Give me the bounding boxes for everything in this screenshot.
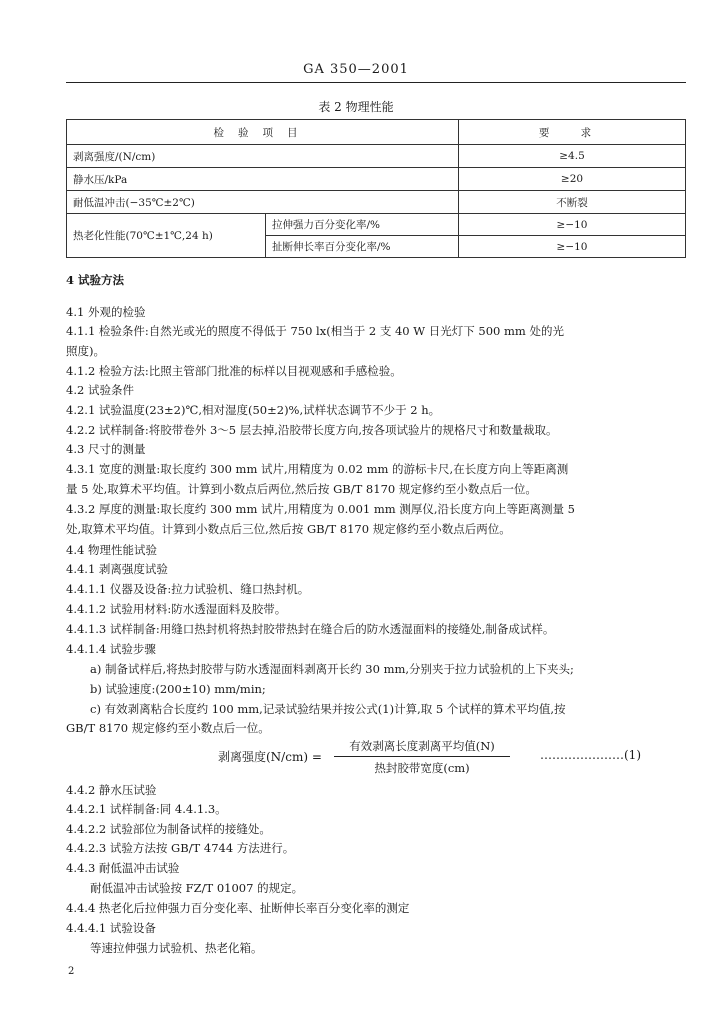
body-line: 等速拉伸强力试验机、热老化箱。 (90, 941, 263, 955)
body-line: 4.2.1 试验温度(23±2)℃,相对湿度(50±2)%,试样状态调节不少于 2 h。 (66, 403, 441, 417)
subsection-heading: 4.4.1.4 试验步骤 (66, 642, 156, 656)
table-row (67, 168, 686, 191)
body-line: GB/T 8170 规定修约至小数点后一位。 (66, 721, 270, 735)
row-requirement: 不断裂 (459, 191, 686, 214)
formula-number: …………………(1) (540, 748, 641, 762)
body-line: 4.1.2 检验方法:比照主管部门批准的标样以目视观感和手感检验。 (66, 364, 402, 378)
body-line: 耐低温冲击试验按 FZ/T 01007 的规定。 (90, 881, 304, 895)
list-item: b) 试验速度:(200±10) mm/min; (90, 682, 266, 696)
subsection-heading: 4.4.4.1 试验设备 (66, 921, 156, 935)
body-line: 4.1.1 检验条件:自然光或光的照度不得低于 750 lx(相当于 2 支 40 W 日光灯下 500 mm 处的光 (66, 324, 564, 338)
subsection-heading: 4.3 尺寸的测量 (66, 442, 146, 456)
row-requirement: ≥4.5 (459, 145, 686, 168)
body-line: 4.4.1.1 仪器及设备:拉力试验机、缝口热封机。 (66, 582, 310, 596)
body-line: 4.4.2.2 试验部位为制备试样的接缝处。 (66, 822, 271, 836)
row-item: 热老化性能(70℃±1℃,24 h) (67, 214, 266, 258)
row-subitem: 扯断伸长率百分变化率/% (266, 236, 459, 258)
table-row (67, 191, 686, 214)
subsection-heading: 4.2 试验条件 (66, 383, 134, 397)
body-line: 4.3.1 宽度的测量:取长度约 300 mm 试片,用精度为 0.02 mm 的游标卡尺,在长度方向上等距离测 (66, 462, 569, 476)
formula-numerator: 有效剥离长度剥离平均值(N) (349, 739, 495, 753)
subsection-heading: 4.4.1 剥离强度试验 (66, 562, 168, 576)
subsection-heading: 4.4.3 耐低温冲击试验 (66, 861, 180, 875)
standard-number: GA 350—2001 (303, 62, 409, 77)
row-item: 剥离强度/(N/cm) (67, 145, 459, 168)
body-line: 4.4.1.2 试验用材料:防水透湿面料及胶带。 (66, 602, 287, 616)
physical-properties-table (66, 119, 686, 258)
table-row (67, 145, 686, 168)
body-line: 处,取算术平均值。计算到小数点后三位,然后按 GB/T 8170 规定修约至小数点后两位。 (66, 522, 511, 536)
subsection-heading: 4.1 外观的检验 (66, 305, 146, 319)
subsection-heading: 4.4.2 静水压试验 (66, 783, 157, 797)
body-line: 4.4.1.3 试样制备:用缝口热封机将热封胶带热封在缝合后的防水透湿面料的接缝处,制备成试样。 (66, 622, 555, 636)
subsection-heading: 4.4.4 热老化后拉伸强力百分变化率、扯断伸长率百分变化率的测定 (66, 901, 410, 915)
body-line: 照度)。 (66, 344, 105, 358)
formula-denominator: 热封胶带宽度(cm) (374, 761, 470, 775)
row-requirement: ≥−10 (459, 236, 686, 258)
subsection-heading: 4.4 物理性能试验 (66, 543, 157, 557)
page-number: 2 (68, 966, 75, 977)
row-item: 耐低温冲击(−35℃±2℃) (67, 191, 459, 214)
formula-lhs: 剥离强度(N/cm) = (218, 750, 322, 764)
body-line: 4.3.2 厚度的测量:取长度约 300 mm 试片,用精度为 0.001 mm 测厚仪,沿长度方向上等距离测量 5 (66, 502, 575, 516)
table-header-row (67, 120, 686, 145)
row-subitem: 拉伸强力百分变化率/% (266, 214, 459, 236)
table-title: 表 2 物理性能 (318, 100, 394, 114)
section-heading: 4 试验方法 (66, 273, 125, 287)
formula-fraction-bar (334, 756, 510, 757)
body-line: 4.4.2.3 试验方法按 GB/T 4744 方法进行。 (66, 841, 295, 855)
header-rule (66, 82, 686, 83)
list-item: c) 有效剥离粘合长度约 100 mm,记录试验结果并按公式(1)计算,取 5 个试样的算术平均值,按 (90, 702, 566, 716)
row-item: 静水压/kPa (67, 168, 459, 191)
row-requirement: ≥20 (459, 168, 686, 191)
body-line: 4.4.2.1 试样制备:同 4.4.1.3。 (66, 802, 227, 816)
header-requirement: 要 求 (459, 120, 686, 145)
row-requirement: ≥−10 (459, 214, 686, 236)
table-row (67, 214, 686, 236)
list-item: a) 制备试样后,将热封胶带与防水透湿面料剥离开长约 30 mm,分别夹于拉力试验机的上下夹头; (90, 662, 574, 676)
body-line: 量 5 处,取算术平均值。计算到小数点后两位,然后按 GB/T 8170 规定修约至小数点后一位。 (66, 482, 537, 496)
header-item: 检验项目 (67, 120, 459, 145)
body-line: 4.2.2 试样制备:将胶带卷外 3～5 层去掉,沿胶带长度方向,按各项试验片的规格尺寸和数量裁取。 (66, 423, 558, 437)
